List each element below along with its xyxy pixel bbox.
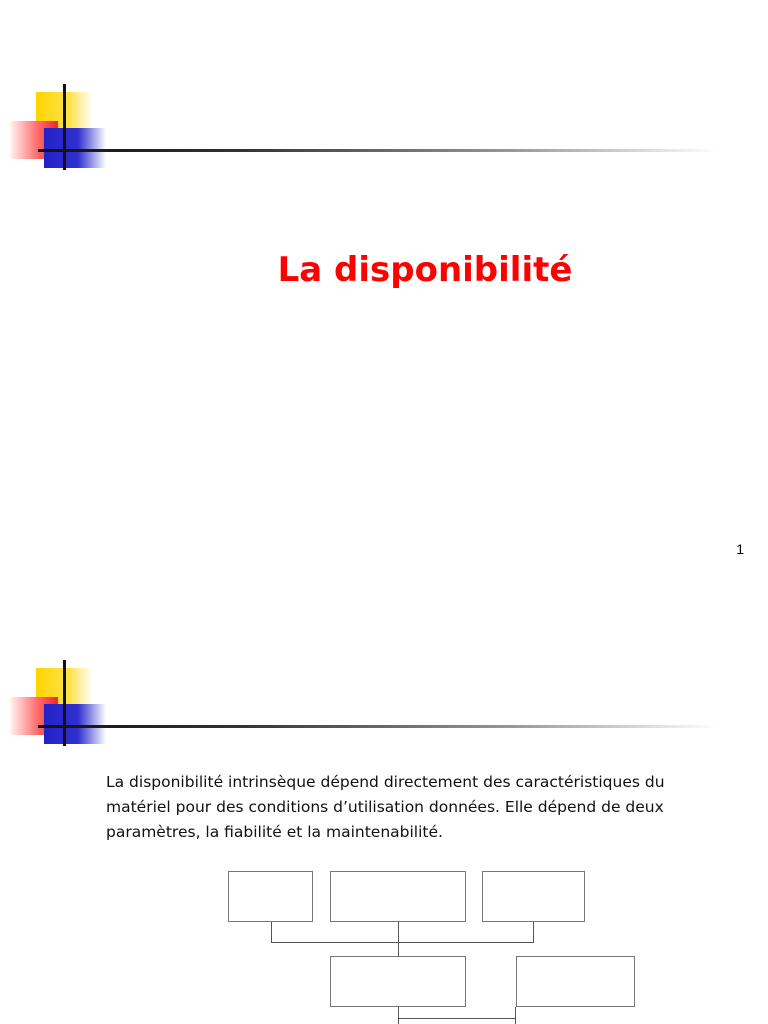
connector-line <box>398 922 399 956</box>
connector-line <box>271 942 534 943</box>
diagram-box <box>516 956 635 1007</box>
corner-decoration <box>0 668 110 768</box>
diagram-box <box>482 871 585 922</box>
header-rule <box>38 725 718 728</box>
diagram-box <box>330 956 466 1007</box>
body-paragraph: La disponibilité intrinsèque dépend directement des caractéristiques du matériel pour des conditions d’utilisation données. Elle dépend de deux paramètres, la fiabilité et la maintenabilité. <box>106 773 665 841</box>
connector-line <box>533 922 534 942</box>
connector-line <box>515 1007 516 1024</box>
vertical-bar <box>63 660 66 746</box>
corner-decoration <box>0 92 110 192</box>
vertical-bar <box>63 84 66 170</box>
diagram-box <box>330 871 466 922</box>
connector-line <box>271 922 272 942</box>
slide-title: La disponibilité <box>277 250 573 290</box>
header-rule <box>38 149 718 152</box>
diagram-box <box>228 871 313 922</box>
page-number: 1 <box>736 541 744 557</box>
connector-line <box>398 1007 399 1024</box>
slide-2 <box>0 576 768 1024</box>
blue-square <box>44 128 106 168</box>
connector-line <box>398 1018 516 1019</box>
blue-square <box>44 704 106 744</box>
